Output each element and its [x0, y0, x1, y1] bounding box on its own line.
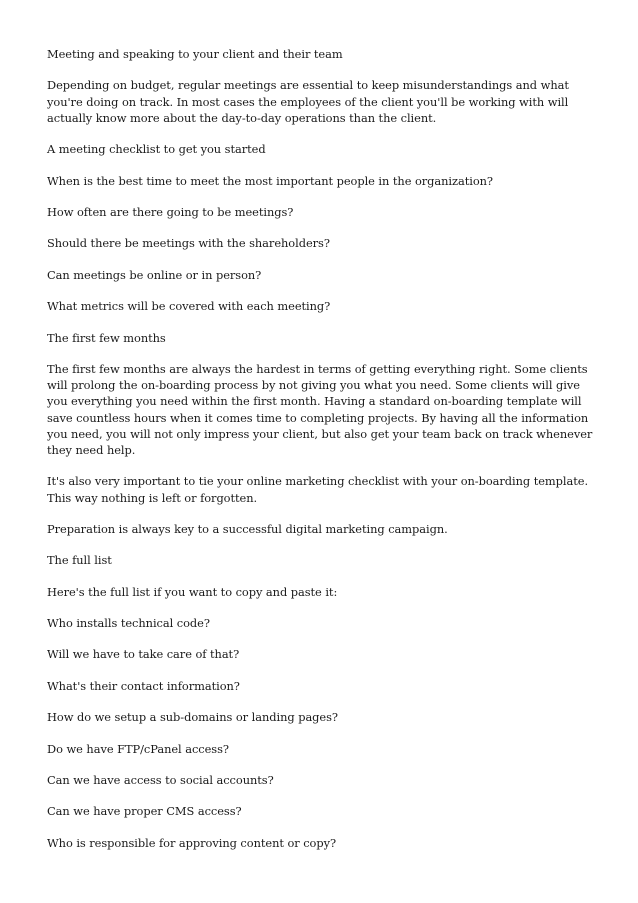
list-item-ftp-access: Do we have FTP/cPanel access? — [47, 741, 229, 756]
list-item-technical-code: Who installs technical code? — [47, 616, 210, 631]
paragraph-tie-checklist: It's also very important to tie your online marketing checklist with your on-boarding template. This way nothing is left or forgotten. — [47, 474, 589, 505]
checklist-item-how-often: How often are there going to be meetings? — [47, 204, 294, 219]
list-item-cms-access: Can we have proper CMS access? — [47, 804, 242, 819]
list-item-sub-domains: How do we setup a sub-domains or landing pages? — [47, 710, 338, 725]
paragraph-budget-meetings: Depending on budget, regular meetings are essential to keep misunderstandings and what you're doing on track. In most cases the employees of the client you'll be working with will actually know more about the day-to-day operations than the client. — [47, 78, 569, 125]
heading-first-few-months: The first few months — [47, 330, 166, 345]
checklist-item-best-time: When is the best time to meet the most important people in the organization? — [47, 173, 493, 188]
list-item-contact-information: What's their contact information? — [47, 678, 240, 693]
paragraph-preparation: Preparation is always key to a successful digital marketing campaign. — [47, 521, 448, 536]
paragraph-full-list-intro: Here's the full list if you want to copy and paste it: — [47, 584, 338, 599]
heading-meeting-speaking: Meeting and speaking to your client and their team — [47, 47, 343, 61]
heading-meeting-checklist: A meeting checklist to get you started — [47, 142, 266, 157]
list-item-take-care: Will we have to take care of that? — [47, 647, 240, 662]
checklist-item-metrics: What metrics will be covered with each meeting? — [47, 299, 331, 314]
list-item-approving-content: Who is responsible for approving content or copy? — [47, 835, 337, 850]
heading-full-list: The full list — [47, 553, 112, 568]
checklist-item-shareholders: Should there be meetings with the shareholders? — [47, 236, 330, 251]
checklist-item-online-in-person: Can meetings be online or in person? — [47, 267, 262, 282]
paragraph-first-few-months: The first few months are always the hardest in terms of getting everything right. Some clients will prolong the on-boarding process by not giving you what you need. Some clients will give you everything you need within the first month. Having a standard on-boarding template will save countless hours when it comes time to completing projects. By having all the information you need, you will not only impress your client, but also get your team back on track whenever they need help. — [47, 361, 593, 457]
list-item-social-accounts: Can we have access to social accounts? — [47, 773, 274, 788]
